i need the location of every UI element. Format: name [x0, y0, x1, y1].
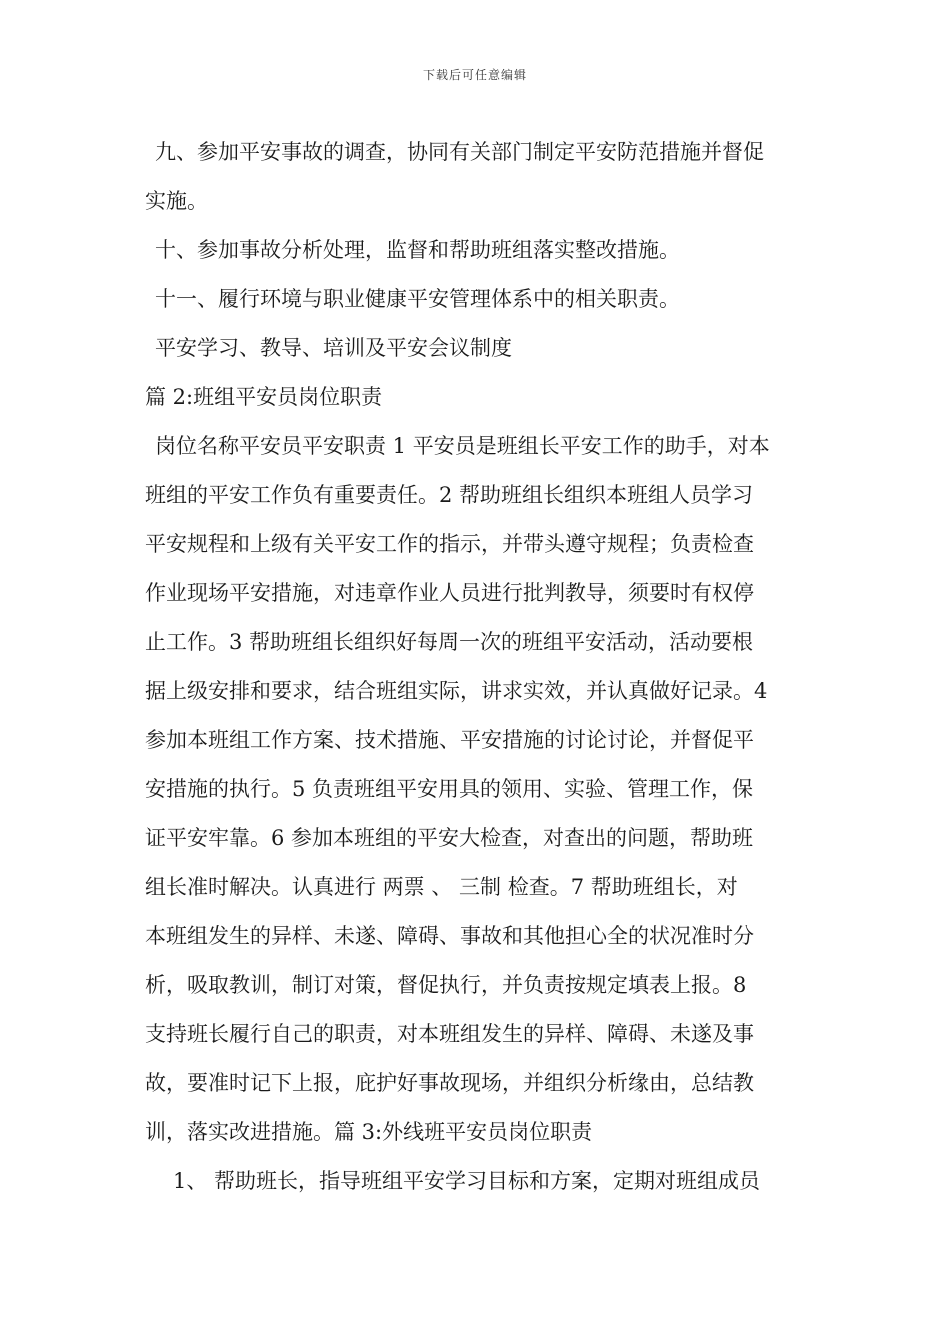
paragraph-line: 十一、履行环境与职业健康平安管理体系中的相关职责。	[155, 287, 680, 311]
paragraph-line: 岗位名称平安员平安职责 1 平安员是班组长平安工作的助手，对本	[155, 434, 770, 458]
section-heading: 篇 2:班组平安员岗位职责	[145, 385, 383, 409]
paragraph-line: 支持班长履行自己的职责，对本班组发生的异样、障碍、未遂及事	[145, 1022, 754, 1046]
paragraph-line: 参加本班组工作方案、技术措施、平安措施的讨论讨论，并督促平	[145, 728, 754, 752]
paragraph-line: 止工作。3 帮助班组长组织好每周一次的班组平安活动，活动要根	[145, 630, 754, 654]
paragraph-line: 实施。	[145, 189, 208, 213]
paragraph-line: 析，吸取教训，制订对策，督促执行，并负责按规定填表上报。8	[145, 973, 747, 997]
paragraph-line: 证平安牢靠。6 参加本班组的平安大检查，对查出的问题，帮助班	[145, 826, 754, 850]
paragraph-line: 班组的平安工作负有重要责任。2 帮助班组长组织本班组人员学习	[145, 483, 754, 507]
paragraph-line: 九、参加平安事故的调查，协同有关部门制定平安防范措施并督促	[155, 140, 764, 164]
page-header: 下载后可任意编辑	[422, 68, 527, 82]
section-heading: 平安学习、教导、培训及平安会议制度	[155, 336, 512, 360]
document-body	[145, 128, 810, 1206]
paragraph-line: 故，要准时记下上报，庇护好事故现场，并组织分析缘由，总结教	[145, 1071, 754, 1095]
paragraph-line: 安措施的执行。5 负责班组平安用具的领用、实验、管理工作，保	[145, 777, 754, 801]
paragraph-line: 作业现场平安措施，对违章作业人员进行批判教导，须要时有权停	[145, 581, 754, 605]
paragraph-line: 十、参加事故分析处理，监督和帮助班组落实整改措施。	[155, 238, 680, 262]
paragraph-line: 1、 帮助班长，指导班组平安学习目标和方案，定期对班组成员	[173, 1169, 761, 1193]
paragraph-line: 据上级安排和要求，结合班组实际，讲求实效，并认真做好记录。4	[145, 679, 768, 703]
paragraph-line: 本班组发生的异样、未遂、障碍、事故和其他担心全的状况准时分	[145, 924, 754, 948]
paragraph-line: 组长准时解决。认真进行 两票 、 三制 检查。7 帮助班组长，对	[145, 875, 738, 899]
paragraph-line: 平安规程和上级有关平安工作的指示，并带头遵守规程；负责检查	[145, 532, 754, 556]
paragraph-line: 训，落实改进措施。篇 3:外线班平安员岗位职责	[145, 1120, 593, 1144]
